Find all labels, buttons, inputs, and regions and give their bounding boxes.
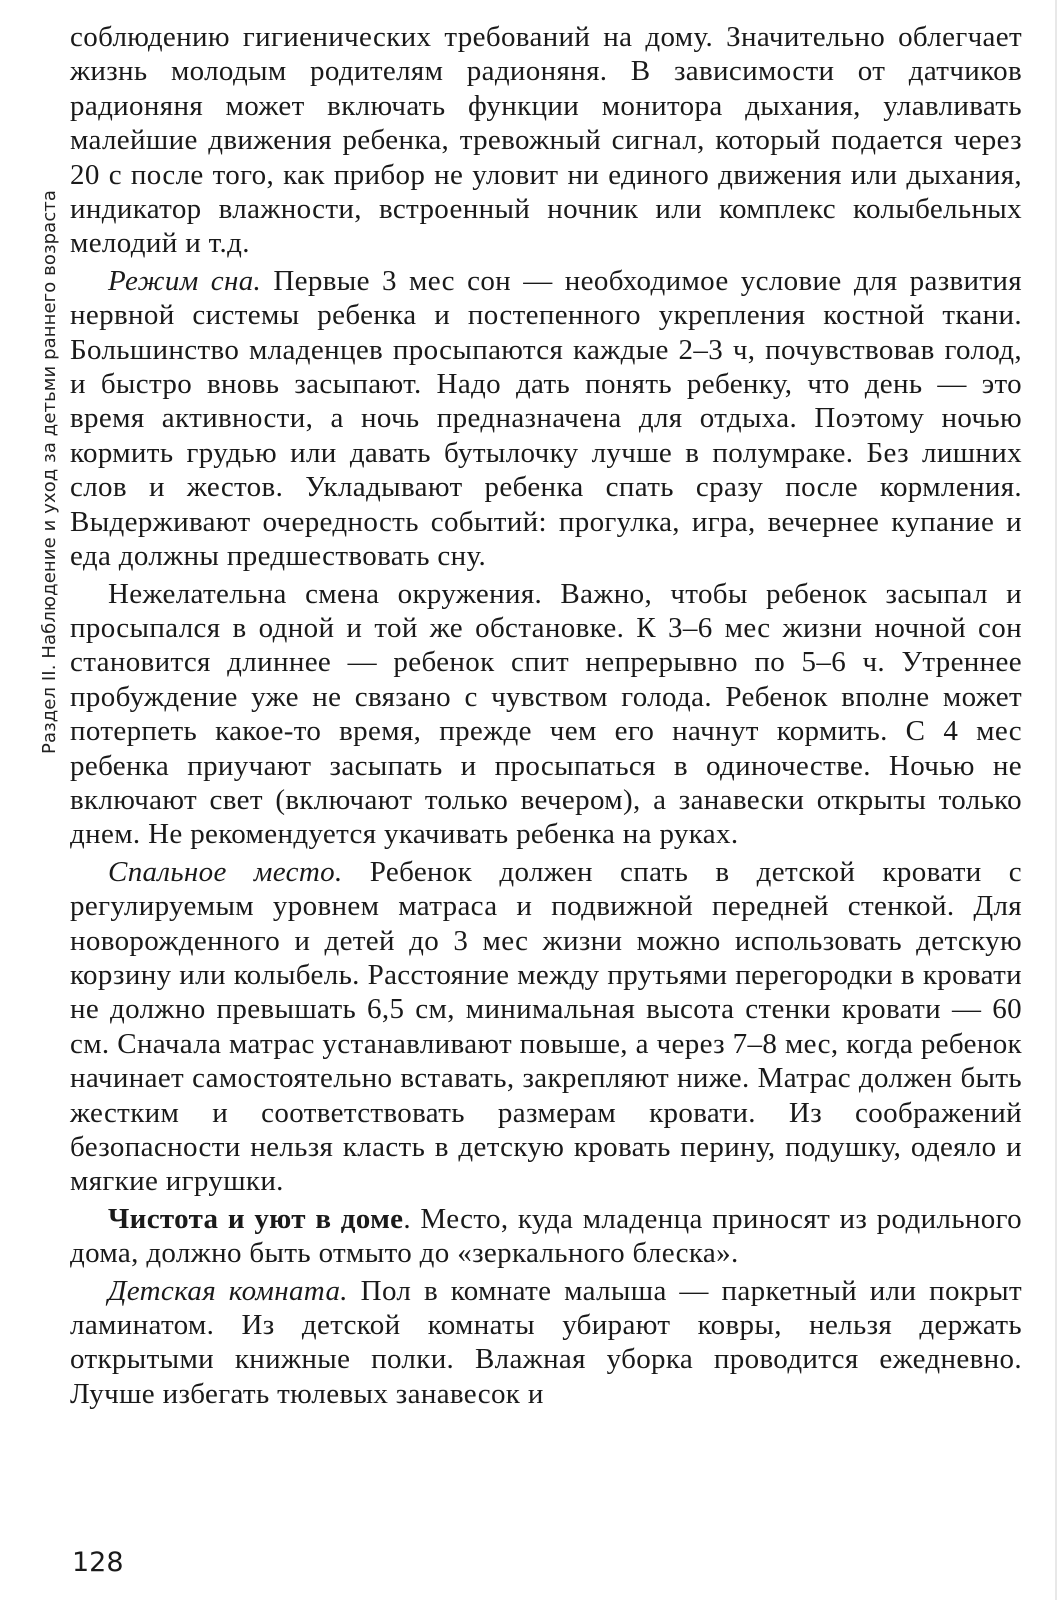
- page-number: 128: [72, 1547, 124, 1578]
- paragraph-text: Пол в комнате малыша — паркетный или покрыт ламинатом. Из детской комнаты убирают ковры, нельзя держать открытыми книжные полки. Влажная уборка проводится ежедневно. Лучше избегать тюлевых занавесок и: [70, 1274, 1022, 1410]
- run-in-heading: Детская комната.: [108, 1274, 348, 1307]
- paragraph-environment: [70, 577, 1022, 852]
- page-edge: [1055, 0, 1057, 1600]
- paragraph-sleeping-place: [70, 855, 1022, 1199]
- paragraph-sleep-regime: [70, 264, 1022, 574]
- paragraph-text: Нежелательна смена окружения. Важно, чтобы ребенок засыпал и просыпался в одной и той же обстановке. К 3–6 мес жизни ночной сон становится длиннее — ребенок спит непрерывно по 5–6 ч. Утреннее пробуждение уже не связано с чувством голода. Ребенок вполне может потерпеть какое-то время, прежде чем его начнут кормить. С 4 мес ребенка приучают засыпать и просыпаться в одиночестве. Ночью не включают свет (включают только вечером), а занавески открыты только днем. Не рекомендуется укачивать ребенка на руках.: [70, 577, 1022, 851]
- paragraph-text: Ребенок должен спать в детской кровати с регулируемым уровнем матраса и подвижной передней стенкой. Для новорожденного и детей до 3 мес жизни можно использовать детскую корзину или колыбель. Расстояние между прутьями перегородки в кровати не должно превышать 6,5 см, минимальная высота стенки кровати — 60 см. Сначала матрас устанавливают повыше, а через 7–8 мес, когда ребенок начинает самостоятельно вставать, закрепляют ниже. Матрас должен быть жестким и соответствовать размерам кровати. Из соображений безопасности нельзя класть в детскую кровать перину, подушку, одеяло и мягкие игрушки.: [70, 855, 1022, 1198]
- paragraph-nursery: [70, 1274, 1022, 1412]
- paragraph-text: . Место, куда младенца приносят из родильного дома, должно быть отмыто до «зеркального блеска».: [70, 1202, 1022, 1270]
- running-header: Раздел II. Наблюдение и уход за детьми раннего возраста: [39, 189, 60, 754]
- page-body: [70, 20, 1022, 1414]
- paragraph-text: Первые 3 мес сон — необходимое условие для развития нервной системы ребенка и постепенного укрепления костной ткани. Большинство младенцев просыпаются каждые 2–3 ч, почувствовав голод, и быстро вновь засыпают. Надо дать понять ребенку, что день — это время активности, а ночь предназначена для отдыха. Поэтому ночью кормить грудью или давать бутылочку лучше в полумраке. Без лишних слов и жестов. Укладывают ребенка спать сразу после кормления. Выдерживают очередность событий: прогулка, игра, вечернее купание и еда должны предшествовать сну.: [70, 264, 1022, 573]
- paragraph-continued: [70, 20, 1022, 261]
- paragraph-cleanliness: [70, 1202, 1022, 1271]
- run-in-heading: Спальное место.: [108, 855, 343, 888]
- paragraph-text: соблюдению гигиенических требований на дому. Значительно облегчает жизнь молодым родителям радионяня. В зависимости от датчиков радионяня может включать функции монитора дыхания, улавливать малейшие движения ребенка, тревожный сигнал, который подается через 20 с после того, как прибор не уловит ни единого движения или дыхания, индикатор влажности, встроенный ночник или комплекс колыбельных мелодий и т.д.: [70, 21, 1022, 260]
- bold-heading: Чистота и уют в доме: [108, 1202, 404, 1235]
- run-in-heading: Режим сна.: [108, 264, 262, 297]
